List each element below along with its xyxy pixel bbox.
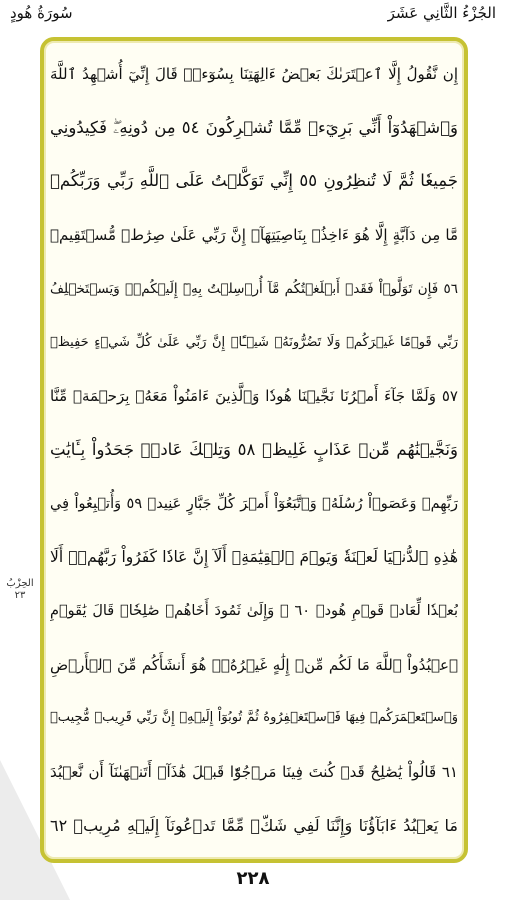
page-number: ٢٢٨ xyxy=(236,868,270,889)
text-line: ٱعۡبُدُواْ ٱللَّهَ مَا لَكُم مِّنۡ إِلَٰهٍ غَيۡرُهُۥۖ هُوَ أَنشَأَكُم مِّنَ ٱلۡأَرۡضِ xyxy=(50,655,458,674)
text-line: إِن نَّقُولُ إِلَّا ٱعۡتَرَىٰكَ بَعۡضُ ءَالِهَتِنَا بِسُوٓءٖۗ قَالَ إِنِّيٓ أُشۡهِدُ ٱللَّهَ xyxy=(50,65,458,83)
text-line: ٦١ قَالُواْ يَٰصَٰلِحُ قَدۡ كُنتَ فِينَا مَرۡجُوّٗا قَبۡلَ هَٰذَآۖ أَتَنۡهَىٰنَآ أَن نَّعۡبُدَ xyxy=(50,763,458,782)
hizb-marker xyxy=(2,578,38,602)
text-line: وَنَجَّيۡنَٰهُم مِّنۡ عَذَابٍ غَلِيظٖ ٥٨ وَتِلۡكَ عَادٞۖ جَحَدُواْ بِـَٔايَٰتِ xyxy=(50,439,458,459)
surah-name-header: سُورَةُ هُودٍ xyxy=(10,4,73,22)
text-line: جَمِيعٗا ثُمَّ لَا تُنظِرُونِ ٥٥ إِنِّي تَوَكَّلۡتُ عَلَى ٱللَّهِ رَبِّي وَرَبِّكُمۚ xyxy=(50,171,458,191)
text-line: مَّا مِن دَآبَّةٍ إِلَّا هُوَ ءَاخِذُۢ بِنَاصِيَتِهَآۚ إِنَّ رَبِّي عَلَىٰ صِرَٰطٖ مُّسۡتَقِيمٖ xyxy=(50,226,458,245)
hizb-number: ٢٣ xyxy=(14,590,26,601)
hizb-label: الحِزْبُ xyxy=(6,578,34,589)
text-lines xyxy=(50,49,458,851)
text-line: ٥٧ وَلَمَّا جَآءَ أَمۡرُنَا نَجَّيۡنَا هُودٗا وَٱلَّذِينَ ءَامَنُواْ مَعَهُۥ بِرَحۡمَةٖ مِّنَّا xyxy=(50,387,458,406)
text-line: رَبِّي قَوۡمًا غَيۡرَكُمۡ وَلَا تَضُرُّونَهُۥ شَيۡـًٔاۚ إِنَّ رَبِّي عَلَىٰ كُلِّ شَيۡءٍ حَفِيظٞ xyxy=(50,334,458,350)
text-line: مَا يَعۡبُدُ ءَابَآؤُنَا وَإِنَّنَا لَفِي شَكّٖ مِّمَّا تَدۡعُونَآ إِلَيۡهِ مُرِيبٖ ٦٢ xyxy=(50,815,458,835)
text-line: بُعۡدٗا لِّعَادٖ قَوۡمِ هُودٖ ٦٠ ۞ وَإِلَىٰ ثَمُودَ أَخَاهُمۡ صَٰلِحٗاۚ قَالَ يَٰقَوۡمِ xyxy=(50,603,458,620)
text-line: ٥٦ فَإِن تَوَلَّوۡاْ فَقَدۡ أَبۡلَغۡتُكُم مَّآ أُرۡسِلۡتُ بِهِۦٓ إِلَيۡكُمۡۚ وَيَسۡتَخۡلِفُ xyxy=(50,280,458,297)
text-line: هَٰذِهِ ٱلدُّنۡيَا لَعۡنَةٗ وَيَوۡمَ ٱلۡقِيَٰمَةِۗ أَلَآ إِنَّ عَادٗا كَفَرُواْ رَبَّهُمۡۗ أَلَا xyxy=(50,548,458,567)
text-line: وَٱسۡتَعۡمَرَكُمۡ فِيهَا فَٱسۡتَغۡفِرُوهُ ثُمَّ تُوبُوٓاْ إِلَيۡهِۚ إِنَّ رَبِّي قَرِيبٞ مُّجِيبٞ xyxy=(50,710,458,726)
text-frame xyxy=(40,37,468,863)
text-line: رَبِّهِمۡ وَعَصَوۡاْ رُسُلَهُۥ وَٱتَّبَعُوٓاْ أَمۡرَ كُلِّ جَبَّارٍ عَنِيدٖ ٥٩ وَأُتۡبِعُواْ فِي xyxy=(50,495,458,512)
text-line: وَٱشۡهَدُوٓاْ أَنِّي بَرِيٓءٞ مِّمَّا تُشۡرِكُونَ ٥٤ مِن دُونِهِۦۖ فَكِيدُونِي xyxy=(50,117,458,137)
juz-name-header: الجُزْءُ الثَّانِي عَشَرَ xyxy=(387,4,496,22)
